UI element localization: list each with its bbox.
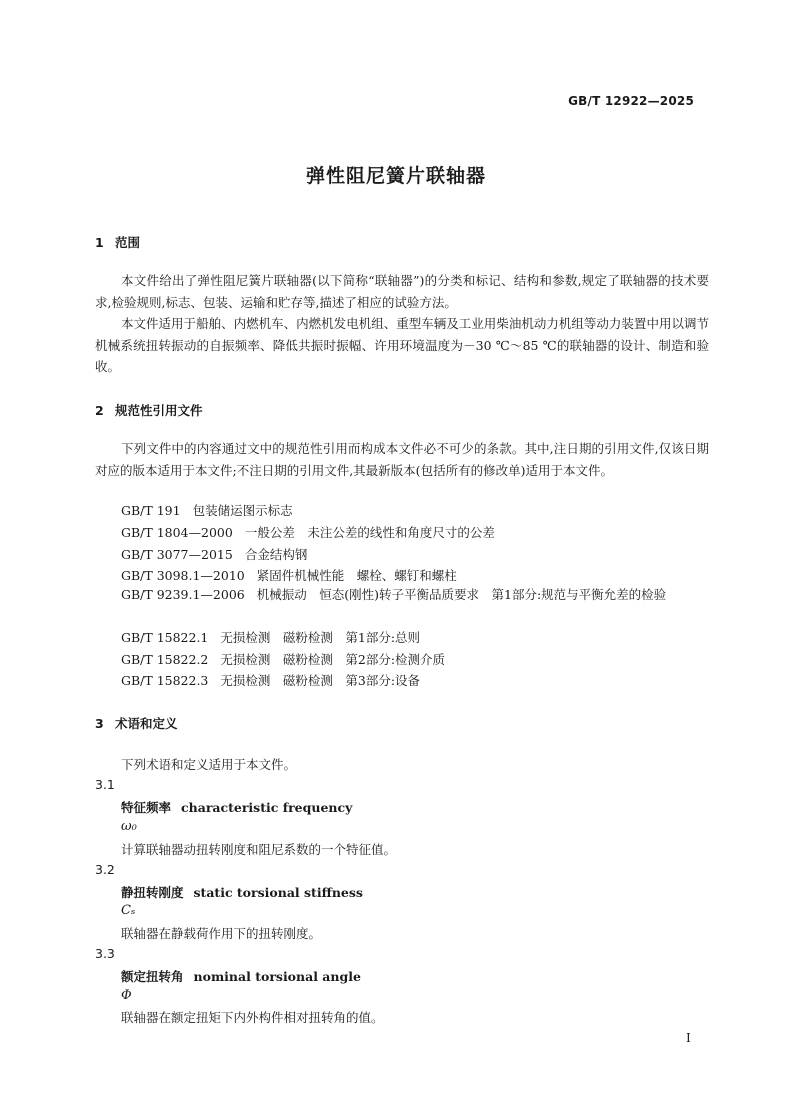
term-heading bbox=[121, 798, 352, 816]
term-definition: 联轴器在静载荷作用下的扭转刚度。 bbox=[121, 926, 322, 941]
page-number: I bbox=[686, 1031, 691, 1045]
term-chinese: 特征频率 bbox=[121, 800, 172, 815]
document-title: 弹性阻尼簧片联轴器 bbox=[305, 165, 486, 187]
term-definition: 计算联轴器动扭转刚度和阻尼系数的一个特征值。 bbox=[121, 842, 397, 857]
term-symbol: Cₛ bbox=[121, 903, 136, 918]
reference-code: GB/T 9239.1—2006 bbox=[121, 587, 245, 602]
reference-item bbox=[121, 503, 293, 519]
section-3-heading bbox=[95, 714, 178, 732]
reference-title: 无损检测 磁粉检测 第3部分:设备 bbox=[220, 673, 421, 688]
section-3-intro: 下列术语和定义适用于本文件。 bbox=[121, 757, 297, 772]
term-english: nominal torsional angle bbox=[193, 969, 361, 984]
term-definition: 联轴器在额定扭矩下内外构件相对扭转角的值。 bbox=[121, 1010, 384, 1025]
reference-code: GB/T 15822.3 bbox=[121, 673, 209, 688]
reference-code: GB/T 1804—2000 bbox=[121, 525, 233, 540]
reference-item bbox=[95, 584, 709, 606]
reference-item bbox=[121, 568, 457, 584]
term-number: 3.1 bbox=[95, 777, 115, 792]
reference-title: 无损检测 磁粉检测 第2部分:检测介质 bbox=[220, 652, 446, 667]
reference-code: GB/T 3077—2015 bbox=[121, 547, 233, 562]
section-number: 3 bbox=[95, 716, 104, 731]
section-title: 规范性引用文件 bbox=[115, 403, 203, 418]
term-number: 3.3 bbox=[95, 946, 115, 961]
section-1-paragraph-1: 本文件给出了弹性阻尼簧片联轴器(以下简称“联轴器”)的分类和标记、结构和参数,规定了联轴器的技术要求,检验规则,标志、包装、运输和贮存等,描述了相应的试验方法。 bbox=[95, 273, 709, 310]
section-number: 2 bbox=[95, 403, 104, 418]
term-english: static torsional stiffness bbox=[193, 885, 363, 900]
standard-code: GB/T 12922—2025 bbox=[568, 94, 694, 108]
term-number: 3.2 bbox=[95, 862, 115, 877]
term-chinese: 额定扭转角 bbox=[121, 969, 184, 984]
reference-item bbox=[121, 630, 420, 646]
reference-item bbox=[121, 525, 495, 541]
section-title: 术语和定义 bbox=[115, 716, 178, 731]
reference-code: GB/T 191 bbox=[121, 503, 181, 518]
reference-code: GB/T 15822.1 bbox=[121, 630, 209, 645]
term-heading bbox=[121, 883, 363, 901]
reference-title: 机械振动 恒态(刚性)转子平衡品质要求 第1部分:规范与平衡允差的检验 bbox=[256, 587, 667, 602]
section-1-heading bbox=[95, 233, 140, 251]
section-number: 1 bbox=[95, 235, 104, 250]
reference-title: 包装储运图示标志 bbox=[192, 503, 293, 518]
reference-title: 无损检测 磁粉检测 第1部分:总则 bbox=[220, 630, 421, 645]
reference-code: GB/T 3098.1—2010 bbox=[121, 568, 245, 583]
term-chinese: 静扭转刚度 bbox=[121, 885, 184, 900]
section-2-heading bbox=[95, 401, 203, 419]
reference-item bbox=[121, 652, 445, 668]
reference-item bbox=[121, 673, 420, 689]
reference-title: 合金结构钢 bbox=[244, 547, 308, 562]
term-symbol: Φ bbox=[121, 988, 132, 1003]
term-heading bbox=[121, 967, 361, 985]
reference-item bbox=[121, 547, 307, 563]
section-1-paragraph-2: 本文件适用于船舶、内燃机车、内燃机发电机组、重型车辆及工业用柴油机动力机组等动力装置中用以调节机械系统扭转振动的自振频率、降低共振时振幅、许用环境温度为－30 ℃～85 ℃的联轴器的设计、制造和验收。 bbox=[95, 316, 709, 374]
term-english: characteristic frequency bbox=[181, 800, 353, 815]
section-2-intro: 下列文件中的内容通过文中的规范性引用而构成本文件必不可少的条款。其中,注日期的引用文件,仅该日期对应的版本适用于本文件;不注日期的引用文件,其最新版本(包括所有的修改单)适用于本文件。 bbox=[95, 441, 709, 478]
reference-code: GB/T 15822.2 bbox=[121, 652, 209, 667]
section-title: 范围 bbox=[115, 235, 141, 250]
reference-title: 一般公差 未注公差的线性和角度尺寸的公差 bbox=[244, 525, 495, 540]
term-symbol: ω₀ bbox=[121, 819, 137, 834]
reference-title: 紧固件机械性能 螺栓、螺钉和螺柱 bbox=[256, 568, 457, 583]
